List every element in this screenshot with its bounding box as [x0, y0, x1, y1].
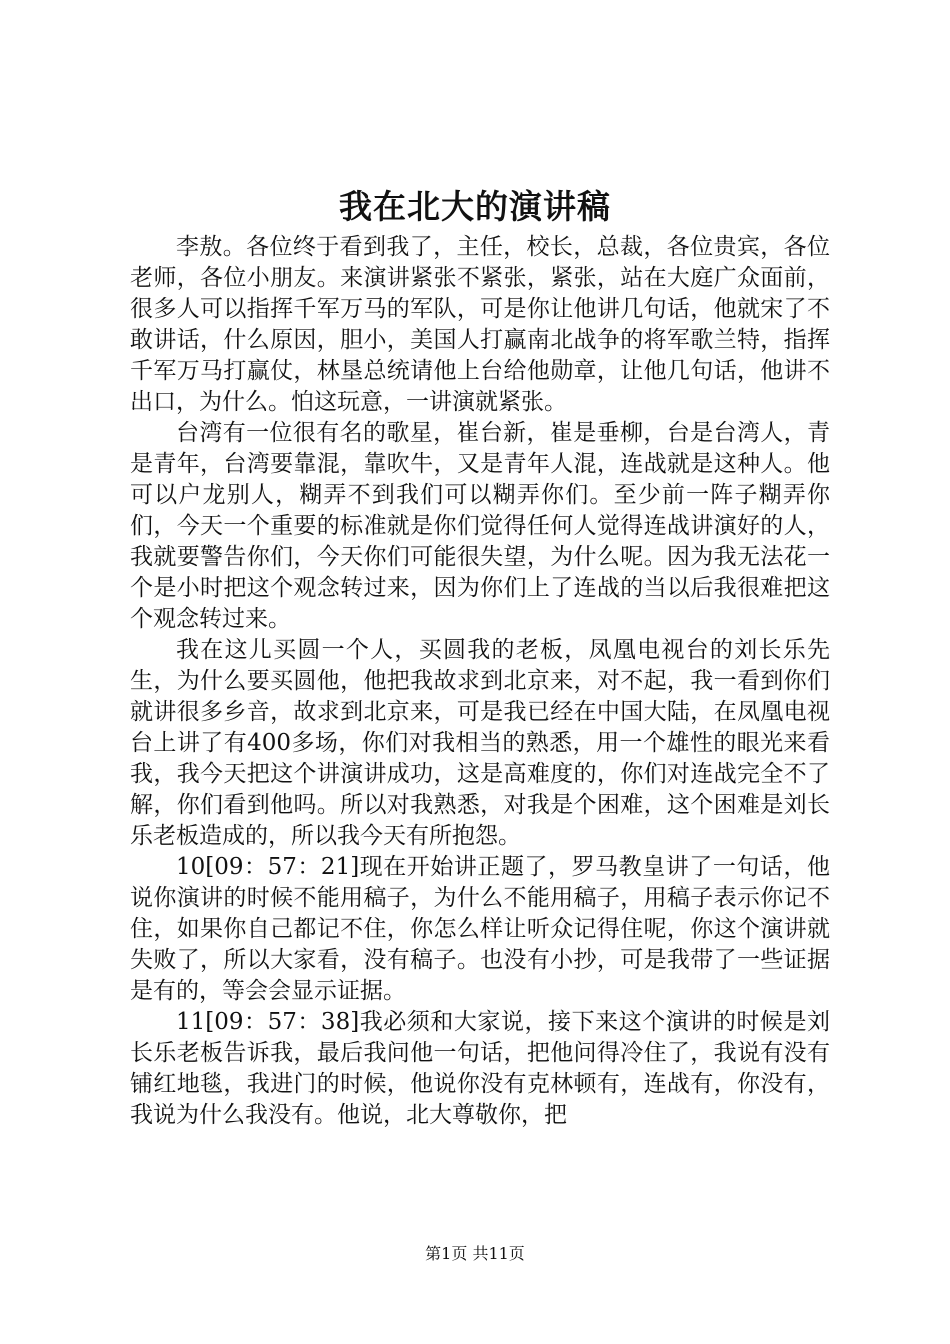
document-title: 我在北大的演讲稿	[339, 187, 611, 226]
paragraph-5: 11[09：57：38]我必须和大家说，接下来这个演讲的时候是刘长乐老板告诉我，最后我问他一句话，把他问得冷住了，我说有没有铺红地毯，我进门的时候，他说你没有克林顿有，连战有，你没有，我说为什么我没有。他说，北大尊敬你，把	[130, 1009, 830, 1128]
document-body	[130, 232, 830, 1131]
paragraph-3: 我在这儿买圆一个人，买圆我的老板，凤凰电视台的刘长乐先生，为什么要买圆他，他把我故求到北京来，对不起，我一看到你们就讲很多乡音，故求到北京来，可是我已经在中国大陆，在凤凰电视台上讲了有400多场，你们对我相当的熟悉，用一个雄性的眼光来看我，我今天把这个讲演讲成功，这是高难度的，你们对连战完全不了解，你们看到他吗。所以对我熟悉，对我是个困难，这个困难是刘长乐老板造成的，所以我今天有所抱怨。	[130, 637, 830, 849]
paragraph-4: 10[09：57：21]现在开始讲正题了，罗马教皇讲了一句话，他说你演讲的时候不能用稿子，为什么不能用稿子，用稿子表示你记不住，如果你自己都记不住，你怎么样让听众记得住呢，你这个演讲就失败了，所以大家看，没有稿子。也没有小抄，可是我带了一些证据是有的，等会会显示证据。	[130, 854, 830, 1004]
paragraph-2: 台湾有一位很有名的歌星，崔台新，崔是垂柳，台是台湾人，青是青年，台湾要靠混，靠吹牛，又是青年人混，连战就是这种人。他可以户龙别人，糊弄不到我们可以糊弄你们。至少前一阵子糊弄你们，今天一个重要的标准就是你们觉得任何人觉得连战讲演好的人，我就要警告你们，今天你们可能很失望，为什么呢。因为我无法花一个是小时把这个观念转过来，因为你们上了连战的当以后我很难把这个观念转过来。	[130, 420, 830, 632]
page-number-footer: 第1页 共11页	[425, 1244, 525, 1263]
paragraph-1: 李敖。各位终于看到我了，主任，校长，总裁，各位贵宾，各位老师，各位小朋友。来演讲紧张不紧张，紧张，站在大庭广众面前，很多人可以指挥千军万马的军队，可是你让他讲几句话，他就宋了不敢讲话，什么原因，胆小，美国人打赢南北战争的将军歌兰特，指挥千军万马打赢仗，林垦总统请他上台给他勋章，让他几句话，他讲不出口，为什么。怕这玩意，一讲演就紧张。	[130, 234, 830, 415]
